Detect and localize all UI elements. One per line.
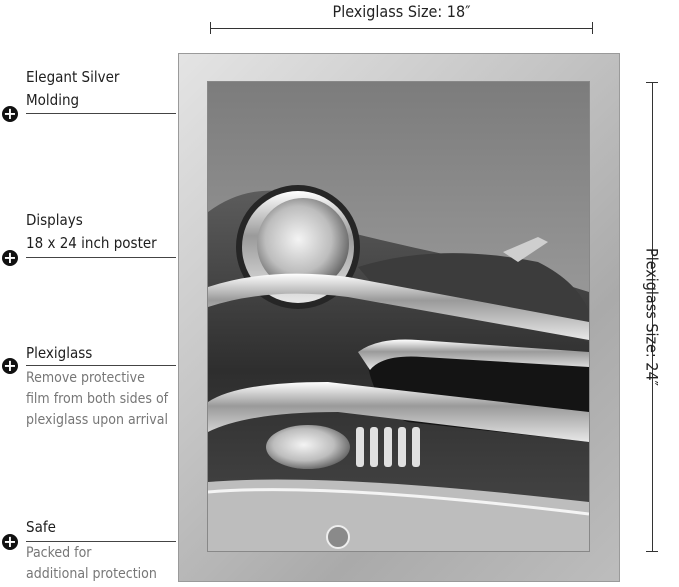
height-label: Plexiglass Size: 24″ [642,248,662,386]
feature-displays-title: Displays [26,211,83,229]
feature-safe-title: Safe [26,518,56,536]
feature-molding-rule [26,113,176,114]
plus-icon: + [3,532,17,551]
width-tick-left [210,22,211,34]
poster-image [208,82,589,551]
width-tick-right [592,22,593,34]
feature-plexiglass-rule [26,365,176,366]
height-dimension [640,82,670,552]
feature-plexiglass-title: Plexiglass [26,344,93,362]
feature-displays-rule [26,257,176,258]
feature-displays-size: 18 x 24 inch poster [26,234,157,252]
width-label: Plexiglass Size: 18″ [332,2,471,21]
plus-icon: + [3,356,17,375]
plus-icon: + [3,104,17,123]
feature-safe-desc-1: Packed for [26,545,92,561]
silver-frame [178,53,620,582]
feature-plexiglass-desc-3: plexiglass upon arrival [26,412,168,428]
feature-molding-title-line2: Molding [26,91,80,109]
car-photo [208,82,589,551]
plus-icon: + [3,248,17,267]
width-dimension-line [210,28,593,29]
height-tick-bottom [646,551,658,552]
width-dimension [210,0,593,40]
feature-molding-title: Elegant Silver [26,68,120,86]
feature-plexiglass-desc-1: Remove protective [26,370,145,386]
feature-safe-desc-2: additional protection [26,566,157,582]
height-tick-top [646,82,658,83]
feature-plexiglass-desc-2: film from both sides of [26,391,169,407]
feature-safe-rule [26,541,176,542]
